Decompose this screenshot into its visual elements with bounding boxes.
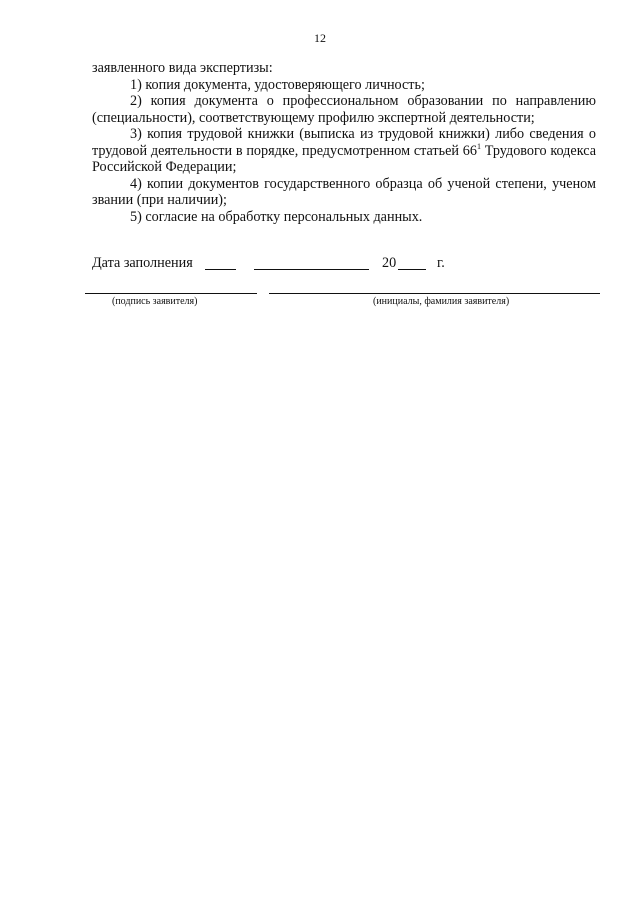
list-item-personal-data-consent: 5) согласие на обработку персональных данных.	[130, 208, 423, 225]
signature-caption: (подпись заявителя)	[112, 296, 198, 307]
page-number: 12	[314, 31, 326, 45]
name-line[interactable]	[269, 293, 600, 294]
year-prefix: 20	[382, 255, 397, 271]
day-blank[interactable]	[205, 269, 236, 270]
month-blank[interactable]	[254, 269, 369, 270]
signature-line[interactable]	[85, 293, 257, 294]
fill-date-label: Дата заполнения	[92, 255, 193, 271]
year-blank[interactable]	[398, 269, 426, 270]
employment-record-text-end: Трудового кодекса Российской Федерации;	[92, 142, 597, 175]
list-item-employment-record	[92, 126, 596, 176]
employment-record-text: 3) копия трудовой книжки (выписка из трудовой книжки) либо сведения о трудовой деятельности в порядке, предусмотренном статьей 66	[92, 126, 596, 159]
list-item-academic-degree: 4) копии документов государственного образца об ученой степени, ученом звании (при наличии);	[92, 175, 596, 208]
list-item-identity-document: 1) копия документа, удостоверяющего личность;	[130, 76, 425, 93]
document-body	[92, 60, 596, 225]
list-item-education-document: 2) копия документа о профессиональном образовании по направлению (специальности), соответствующему профилю экспертной деятельности;	[92, 93, 596, 126]
fill-date-row	[92, 255, 596, 275]
name-caption: (инициалы, фамилия заявителя)	[373, 296, 510, 307]
year-suffix: г.	[437, 255, 445, 271]
paragraph-intro: заявленного вида экспертизы:	[92, 60, 273, 76]
article-superscript: 1	[476, 141, 481, 151]
